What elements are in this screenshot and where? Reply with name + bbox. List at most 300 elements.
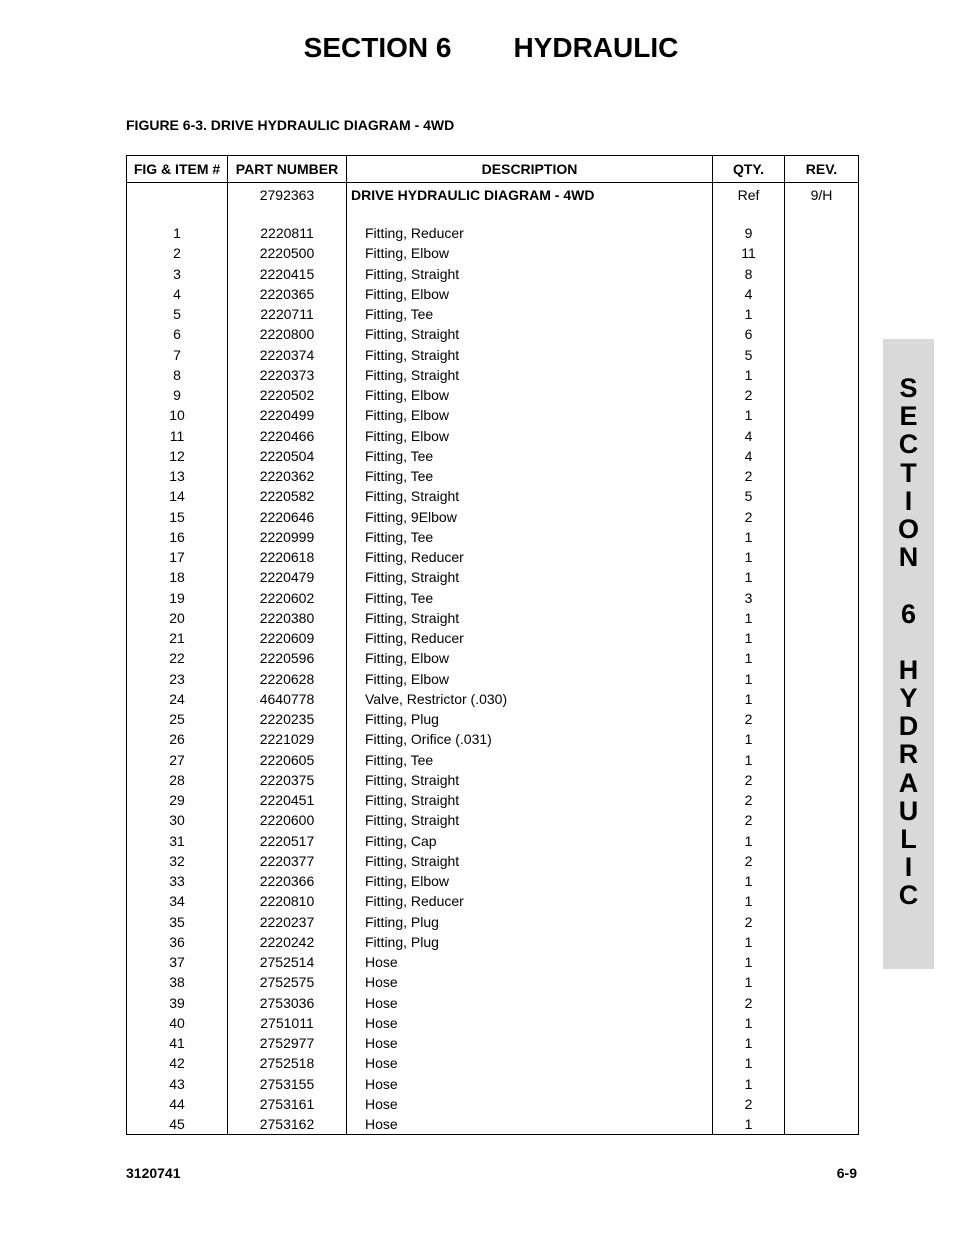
- cell-description: Fitting, 9Elbow: [347, 507, 713, 527]
- table-row: [127, 851, 859, 871]
- cell-qty: 1: [713, 648, 785, 668]
- cell-fig-item: 21: [127, 628, 228, 648]
- cell-part-number: 2220237: [228, 912, 347, 932]
- cell-description: Fitting, Straight: [347, 810, 713, 830]
- cell-description: Fitting, Elbow: [347, 385, 713, 405]
- cell-rev: [785, 750, 859, 770]
- cell-rev: [785, 628, 859, 648]
- cell-qty: 1: [713, 1013, 785, 1033]
- cell-description: Fitting, Reducer: [347, 223, 713, 243]
- cell-fig-item: 44: [127, 1094, 228, 1114]
- cell-part-number: 2220242: [228, 932, 347, 952]
- cell-part-number: 2220605: [228, 750, 347, 770]
- cell-part-number: 4640778: [228, 689, 347, 709]
- table-row: [127, 466, 859, 486]
- cell-description: Fitting, Reducer: [347, 891, 713, 911]
- cell-rev: [785, 304, 859, 324]
- spacer-cell: [713, 207, 785, 223]
- table-row: [127, 405, 859, 425]
- cell-qty: 5: [713, 345, 785, 365]
- cell-part-number: 2220504: [228, 446, 347, 466]
- table-row: [127, 426, 859, 446]
- cell-fig-item: 23: [127, 669, 228, 689]
- side-tab-letter: L: [900, 824, 917, 854]
- cell-fig-item: 39: [127, 993, 228, 1013]
- cell-description: Hose: [347, 952, 713, 972]
- cell-rev: [785, 1013, 859, 1033]
- cell-rev: [785, 1094, 859, 1114]
- cell-fig-item: 15: [127, 507, 228, 527]
- cell-description: Fitting, Tee: [347, 527, 713, 547]
- cell-fig-item: [127, 183, 228, 208]
- cell-qty: 2: [713, 466, 785, 486]
- cell-qty: 2: [713, 790, 785, 810]
- cell-part-number: 2220810: [228, 891, 347, 911]
- cell-description: Fitting, Straight: [347, 365, 713, 385]
- cell-part-number: 2220999: [228, 527, 347, 547]
- cell-fig-item: 3: [127, 264, 228, 284]
- cell-qty: 4: [713, 284, 785, 304]
- cell-qty: 9: [713, 223, 785, 243]
- page-number: 6-9: [836, 1165, 857, 1181]
- spacer-cell: [127, 207, 228, 223]
- cell-part-number: 2792363: [228, 183, 347, 208]
- side-tab-letter: [883, 571, 934, 599]
- cell-rev: [785, 608, 859, 628]
- cell-fig-item: 24: [127, 689, 228, 709]
- table-row: [127, 608, 859, 628]
- table-row: [127, 689, 859, 709]
- cell-part-number: 2753162: [228, 1114, 347, 1135]
- cell-part-number: 2220618: [228, 547, 347, 567]
- cell-part-number: 2220499: [228, 405, 347, 425]
- side-tab-letter: I: [904, 852, 913, 883]
- cell-description: Valve, Restrictor (.030): [347, 689, 713, 709]
- cell-part-number: 2220646: [228, 507, 347, 527]
- cell-rev: [785, 912, 859, 932]
- cell-rev: [785, 527, 859, 547]
- cell-description: Hose: [347, 1074, 713, 1094]
- cell-qty: 2: [713, 507, 785, 527]
- cell-rev: [785, 790, 859, 810]
- cell-description: Fitting, Tee: [347, 466, 713, 486]
- cell-fig-item: 35: [127, 912, 228, 932]
- table-row: [127, 223, 859, 243]
- cell-part-number: 2220596: [228, 648, 347, 668]
- cell-part-number: 2220374: [228, 345, 347, 365]
- table-row: [127, 507, 859, 527]
- cell-part-number: 2753036: [228, 993, 347, 1013]
- table-row: [127, 385, 859, 405]
- table-row: [127, 1114, 859, 1135]
- table-row: [127, 527, 859, 547]
- cell-qty: 5: [713, 486, 785, 506]
- cell-fig-item: 9: [127, 385, 228, 405]
- cell-fig-item: 5: [127, 304, 228, 324]
- cell-rev: [785, 871, 859, 891]
- side-tab-letter: T: [900, 457, 917, 488]
- cell-fig-item: 17: [127, 547, 228, 567]
- cell-fig-item: 38: [127, 972, 228, 992]
- side-tab-letter: [883, 628, 934, 656]
- cell-part-number: 2752514: [228, 952, 347, 972]
- cell-fig-item: 36: [127, 932, 228, 952]
- cell-qty: 8: [713, 264, 785, 284]
- column-header-fig-item: FIG & ITEM #: [127, 156, 228, 183]
- cell-part-number: 2220711: [228, 304, 347, 324]
- section-label: SECTION 6: [303, 32, 452, 63]
- cell-qty: 1: [713, 628, 785, 648]
- cell-rev: [785, 284, 859, 304]
- section-side-tab: [883, 339, 934, 969]
- table-row: [127, 932, 859, 952]
- cell-fig-item: 32: [127, 851, 228, 871]
- cell-part-number: 2221029: [228, 729, 347, 749]
- cell-part-number: 2220502: [228, 385, 347, 405]
- cell-description: DRIVE HYDRAULIC DIAGRAM - 4WD: [347, 183, 713, 208]
- cell-part-number: 2220800: [228, 324, 347, 344]
- page-title: [0, 32, 954, 64]
- cell-qty: 2: [713, 1094, 785, 1114]
- cell-qty: 1: [713, 750, 785, 770]
- cell-fig-item: 40: [127, 1013, 228, 1033]
- cell-part-number: 2220609: [228, 628, 347, 648]
- cell-rev: [785, 588, 859, 608]
- cell-fig-item: 12: [127, 446, 228, 466]
- cell-description: Fitting, Plug: [347, 912, 713, 932]
- cell-part-number: 2752575: [228, 972, 347, 992]
- cell-part-number: 2220628: [228, 669, 347, 689]
- cell-qty: 2: [713, 810, 785, 830]
- table-row: [127, 567, 859, 587]
- side-tab-letter: Y: [899, 683, 918, 714]
- cell-rev: [785, 243, 859, 263]
- cell-fig-item: 43: [127, 1074, 228, 1094]
- cell-part-number: 2220582: [228, 486, 347, 506]
- cell-fig-item: 45: [127, 1114, 228, 1135]
- cell-description: Fitting, Tee: [347, 446, 713, 466]
- table-row: [127, 1053, 859, 1073]
- cell-fig-item: 10: [127, 405, 228, 425]
- cell-qty: 2: [713, 709, 785, 729]
- table-row: [127, 750, 859, 770]
- spacer-cell: [347, 207, 713, 223]
- cell-qty: 1: [713, 831, 785, 851]
- cell-rev: [785, 466, 859, 486]
- side-tab-letter: C: [898, 880, 919, 911]
- cell-qty: 2: [713, 385, 785, 405]
- cell-description: Fitting, Straight: [347, 790, 713, 810]
- cell-qty: 1: [713, 891, 785, 911]
- cell-rev: [785, 446, 859, 466]
- cell-fig-item: 20: [127, 608, 228, 628]
- side-tab-letter: R: [898, 739, 919, 770]
- cell-part-number: 2220375: [228, 770, 347, 790]
- cell-rev: [785, 426, 859, 446]
- cell-part-number: 2220362: [228, 466, 347, 486]
- figure-caption: FIGURE 6-3. DRIVE HYDRAULIC DIAGRAM - 4WD: [126, 117, 455, 133]
- side-tab-letter: I: [904, 485, 913, 516]
- cell-description: Fitting, Cap: [347, 831, 713, 851]
- cell-fig-item: 22: [127, 648, 228, 668]
- cell-rev: [785, 993, 859, 1013]
- cell-part-number: 2220500: [228, 243, 347, 263]
- cell-qty: 4: [713, 446, 785, 466]
- table-row: [127, 831, 859, 851]
- cell-description: Fitting, Straight: [347, 567, 713, 587]
- cell-part-number: 2220235: [228, 709, 347, 729]
- cell-qty: 1: [713, 689, 785, 709]
- table-row: [127, 345, 859, 365]
- cell-qty: Ref: [713, 183, 785, 208]
- cell-part-number: 2220451: [228, 790, 347, 810]
- cell-rev: [785, 972, 859, 992]
- table-row: [127, 588, 859, 608]
- cell-description: Fitting, Plug: [347, 709, 713, 729]
- cell-part-number: 2220517: [228, 831, 347, 851]
- cell-description: Fitting, Straight: [347, 324, 713, 344]
- cell-part-number: 2220466: [228, 426, 347, 446]
- cell-rev: [785, 689, 859, 709]
- table-row: [127, 264, 859, 284]
- cell-part-number: 2220415: [228, 264, 347, 284]
- table-row: [127, 709, 859, 729]
- table-row: [127, 912, 859, 932]
- cell-description: Fitting, Tee: [347, 304, 713, 324]
- cell-fig-item: 25: [127, 709, 228, 729]
- cell-description: Fitting, Straight: [347, 608, 713, 628]
- cell-qty: 1: [713, 1114, 785, 1135]
- table-row: [127, 1033, 859, 1053]
- cell-qty: 2: [713, 851, 785, 871]
- cell-fig-item: 2: [127, 243, 228, 263]
- table-row: [127, 628, 859, 648]
- cell-fig-item: 16: [127, 527, 228, 547]
- cell-qty: 1: [713, 972, 785, 992]
- cell-fig-item: 8: [127, 365, 228, 385]
- section-name: HYDRAULIC: [513, 32, 679, 63]
- cell-description: Fitting, Elbow: [347, 669, 713, 689]
- cell-qty: 1: [713, 405, 785, 425]
- cell-rev: [785, 1074, 859, 1094]
- cell-description: Fitting, Tee: [347, 750, 713, 770]
- cell-rev: [785, 547, 859, 567]
- table-row: [127, 304, 859, 324]
- cell-fig-item: 41: [127, 1033, 228, 1053]
- cell-part-number: 2752518: [228, 1053, 347, 1073]
- cell-rev: [785, 891, 859, 911]
- cell-part-number: 2220811: [228, 223, 347, 243]
- cell-qty: 1: [713, 871, 785, 891]
- cell-part-number: 2753155: [228, 1074, 347, 1094]
- cell-rev: [785, 1033, 859, 1053]
- table-row: [127, 993, 859, 1013]
- cell-qty: 2: [713, 770, 785, 790]
- side-tab-letter: S: [899, 373, 918, 403]
- cell-rev: [785, 669, 859, 689]
- cell-rev: [785, 1114, 859, 1135]
- side-tab-letter: A: [898, 767, 919, 798]
- cell-description: Hose: [347, 1094, 713, 1114]
- table-row: [127, 365, 859, 385]
- table-row: [127, 871, 859, 891]
- spacer-cell: [228, 207, 347, 223]
- table-spacer-row: [127, 207, 859, 223]
- table-row: [127, 952, 859, 972]
- cell-fig-item: 14: [127, 486, 228, 506]
- cell-qty: 1: [713, 1033, 785, 1053]
- cell-rev: [785, 1053, 859, 1073]
- cell-qty: 1: [713, 669, 785, 689]
- cell-part-number: 2220377: [228, 851, 347, 871]
- cell-qty: 1: [713, 952, 785, 972]
- cell-fig-item: 6: [127, 324, 228, 344]
- table-row: [127, 486, 859, 506]
- cell-fig-item: 1: [127, 223, 228, 243]
- table-row: [127, 770, 859, 790]
- parts-table-body: [127, 183, 859, 1135]
- cell-description: Hose: [347, 1033, 713, 1053]
- cell-part-number: 2752977: [228, 1033, 347, 1053]
- cell-qty: 1: [713, 527, 785, 547]
- cell-part-number: 2751011: [228, 1013, 347, 1033]
- cell-fig-item: 27: [127, 750, 228, 770]
- cell-part-number: 2220366: [228, 871, 347, 891]
- cell-qty: 4: [713, 426, 785, 446]
- cell-description: Fitting, Elbow: [347, 284, 713, 304]
- side-tab-letter: C: [898, 429, 919, 460]
- cell-qty: 1: [713, 547, 785, 567]
- cell-part-number: 2220380: [228, 608, 347, 628]
- cell-rev: [785, 709, 859, 729]
- cell-rev: [785, 385, 859, 405]
- table-row: [127, 547, 859, 567]
- cell-fig-item: 13: [127, 466, 228, 486]
- cell-fig-item: 11: [127, 426, 228, 446]
- cell-fig-item: 33: [127, 871, 228, 891]
- cell-description: Fitting, Straight: [347, 345, 713, 365]
- cell-description: Fitting, Reducer: [347, 547, 713, 567]
- cell-rev: [785, 264, 859, 284]
- cell-qty: 11: [713, 243, 785, 263]
- cell-qty: 1: [713, 1074, 785, 1094]
- column-header-rev: REV.: [785, 156, 859, 183]
- side-tab-letter: 6: [900, 598, 917, 629]
- table-row: [127, 648, 859, 668]
- table-row: [127, 790, 859, 810]
- cell-rev: [785, 324, 859, 344]
- cell-part-number: 2753161: [228, 1094, 347, 1114]
- spacer-cell: [785, 207, 859, 223]
- side-tab-letter: D: [898, 711, 919, 742]
- cell-fig-item: 7: [127, 345, 228, 365]
- cell-rev: [785, 223, 859, 243]
- cell-rev: [785, 405, 859, 425]
- cell-rev: 9/H: [785, 183, 859, 208]
- cell-rev: [785, 831, 859, 851]
- column-header-description: DESCRIPTION: [347, 156, 713, 183]
- cell-fig-item: 30: [127, 810, 228, 830]
- table-row: [127, 324, 859, 344]
- cell-qty: 2: [713, 993, 785, 1013]
- cell-description: Fitting, Elbow: [347, 648, 713, 668]
- cell-description: Hose: [347, 1013, 713, 1033]
- table-row: [127, 1074, 859, 1094]
- cell-rev: [785, 810, 859, 830]
- cell-fig-item: 18: [127, 567, 228, 587]
- column-header-part-number: PART NUMBER: [228, 156, 347, 183]
- cell-fig-item: 29: [127, 790, 228, 810]
- cell-rev: [785, 952, 859, 972]
- cell-qty: 1: [713, 567, 785, 587]
- cell-description: Fitting, Orifice (.031): [347, 729, 713, 749]
- table-row: [127, 446, 859, 466]
- cell-description: Fitting, Elbow: [347, 405, 713, 425]
- cell-rev: [785, 770, 859, 790]
- cell-rev: [785, 567, 859, 587]
- cell-description: Fitting, Straight: [347, 486, 713, 506]
- cell-rev: [785, 729, 859, 749]
- cell-qty: 1: [713, 608, 785, 628]
- cell-fig-item: 31: [127, 831, 228, 851]
- cell-rev: [785, 507, 859, 527]
- table-row: [127, 1094, 859, 1114]
- cell-qty: 1: [713, 304, 785, 324]
- cell-fig-item: 19: [127, 588, 228, 608]
- cell-fig-item: 37: [127, 952, 228, 972]
- table-row: [127, 729, 859, 749]
- table-row: [127, 669, 859, 689]
- cell-rev: [785, 851, 859, 871]
- cell-description: Hose: [347, 993, 713, 1013]
- column-header-qty: QTY.: [713, 156, 785, 183]
- cell-description: Fitting, Tee: [347, 588, 713, 608]
- cell-rev: [785, 365, 859, 385]
- cell-rev: [785, 345, 859, 365]
- cell-part-number: 2220365: [228, 284, 347, 304]
- parts-table: [126, 155, 859, 1135]
- table-row-reference: [127, 183, 859, 208]
- cell-fig-item: 26: [127, 729, 228, 749]
- cell-part-number: 2220479: [228, 567, 347, 587]
- cell-qty: 6: [713, 324, 785, 344]
- side-tab-letter: O: [897, 513, 919, 544]
- table-row: [127, 284, 859, 304]
- side-tab-letter: E: [899, 401, 918, 432]
- cell-fig-item: 34: [127, 891, 228, 911]
- cell-description: Fitting, Plug: [347, 932, 713, 952]
- cell-description: Hose: [347, 1114, 713, 1135]
- table-row: [127, 810, 859, 830]
- cell-qty: 1: [713, 365, 785, 385]
- cell-rev: [785, 486, 859, 506]
- document-number: 3120741: [126, 1165, 181, 1181]
- cell-rev: [785, 932, 859, 952]
- side-tab-letter: H: [898, 654, 919, 685]
- cell-description: Fitting, Straight: [347, 770, 713, 790]
- cell-description: Fitting, Elbow: [347, 871, 713, 891]
- cell-description: Fitting, Straight: [347, 264, 713, 284]
- cell-description: Fitting, Elbow: [347, 426, 713, 446]
- cell-part-number: 2220602: [228, 588, 347, 608]
- cell-description: Hose: [347, 972, 713, 992]
- table-row: [127, 1013, 859, 1033]
- cell-qty: 1: [713, 1053, 785, 1073]
- cell-part-number: 2220373: [228, 365, 347, 385]
- cell-qty: 2: [713, 912, 785, 932]
- cell-description: Fitting, Elbow: [347, 243, 713, 263]
- cell-qty: 3: [713, 588, 785, 608]
